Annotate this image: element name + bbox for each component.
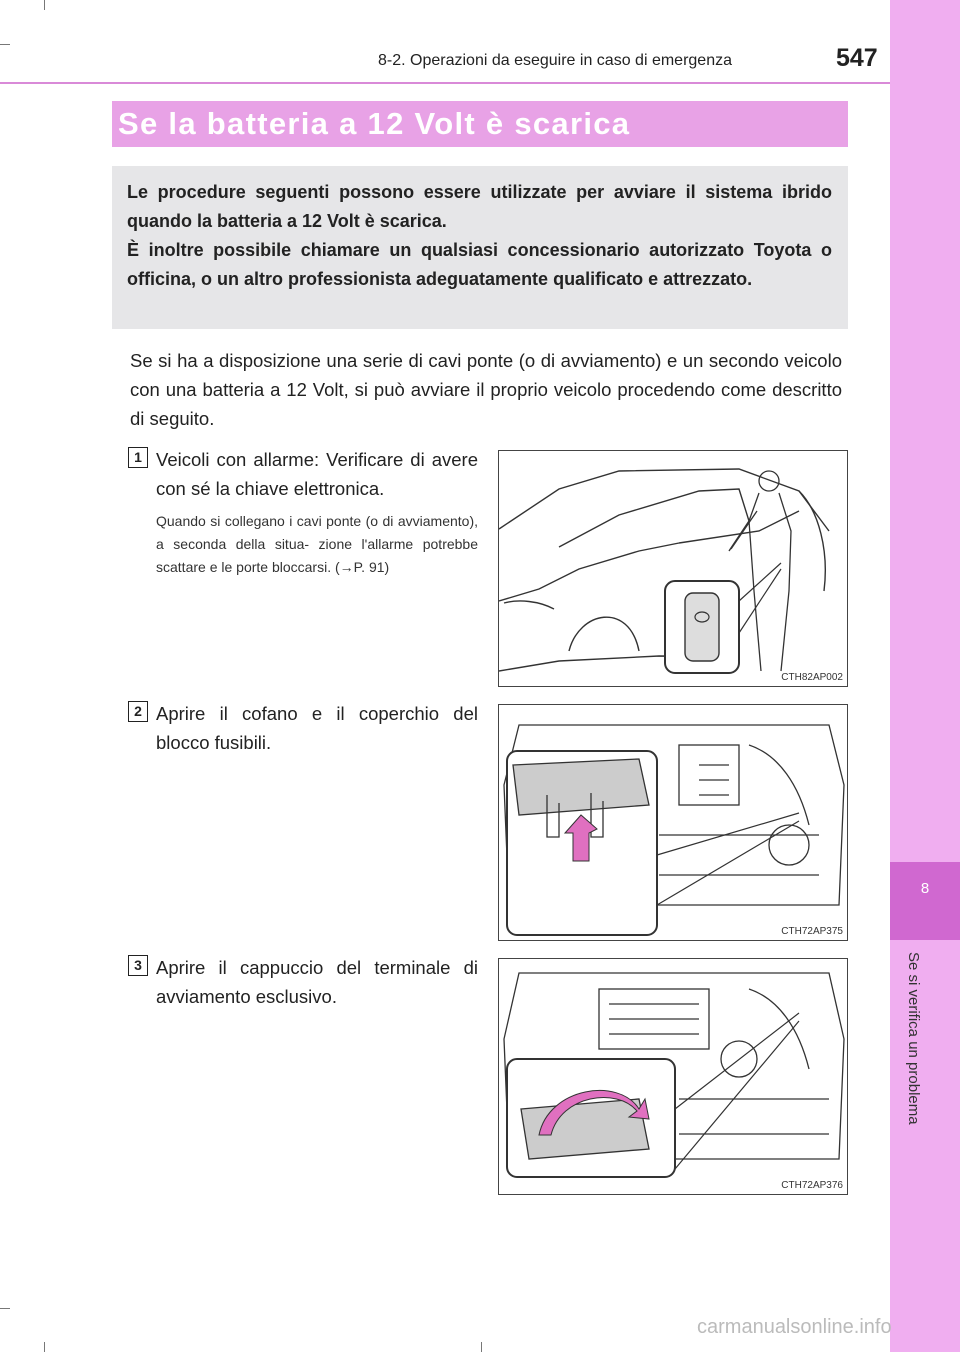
figure-code: CTH82AP002 [781,672,843,683]
step-number-badge: 3 [128,955,148,976]
section-title: Se la batteria a 12 Volt è scarica [118,106,631,141]
figure-code: CTH72AP375 [781,926,843,937]
step-text: Aprire il cappuccio del terminale di avviamento esclusivo. [156,957,478,1007]
intro-paragraph: Le procedure seguenti possono essere utilizzate per avviare il sistema ibrido quando la batteria a 12 Volt è scarica. [127,182,832,231]
page-number: 547 [836,44,878,72]
chapter-number: 8 [920,880,930,897]
engine-bay-illustration [499,959,848,1195]
figure-key-check [498,450,848,687]
step-text: Veicoli con allarme: Verificare di avere con sé la chiave elettronica. [156,449,478,499]
figure-code: CTH72AP376 [781,1180,843,1191]
chapter-tab [890,862,960,940]
intro-paragraph: È inoltre possibile chiamare un qualsiasi concessionario autorizzato Toyota o officina, o un altro professionista adeguatamente qualificato e attrezzato. [127,240,832,289]
section-header: 8-2. Operazioni da eseguire in caso di emergenza [378,52,732,69]
crop-mark [481,1342,482,1352]
step-number-badge: 1 [128,447,148,468]
crop-mark [0,1308,10,1309]
intro-box [112,166,848,329]
figure-terminal-cap [498,958,848,1195]
crop-mark [44,1342,45,1352]
engine-bay-illustration [499,705,848,941]
crop-mark [0,44,10,45]
figure-fuse-box [498,704,848,941]
watermark: carmanualsonline.info [697,1316,892,1338]
crop-mark [44,0,45,10]
header-divider [0,82,890,84]
smart-key-icon [685,593,719,661]
step-number-badge: 2 [128,701,148,722]
body-paragraph: Se si ha a disposizione una serie di cavi ponte (o di avviamento) e un secondo veicolo con una batteria a 12 Volt, si può avviare il proprio veicolo procedendo come descritto di seguito. [130,350,842,429]
car-illustration [499,451,848,687]
step-note: Quando si collegano i cavi ponte (o di avviamento), a seconda della situa- zione l'allarme potrebbe scattare e le porte bloccarsi. (→P. 91) [156,513,478,575]
chapter-title: Se si verifica un problema [905,952,922,1125]
step-text: Aprire il cofano e il coperchio del blocco fusibili. [156,703,478,753]
